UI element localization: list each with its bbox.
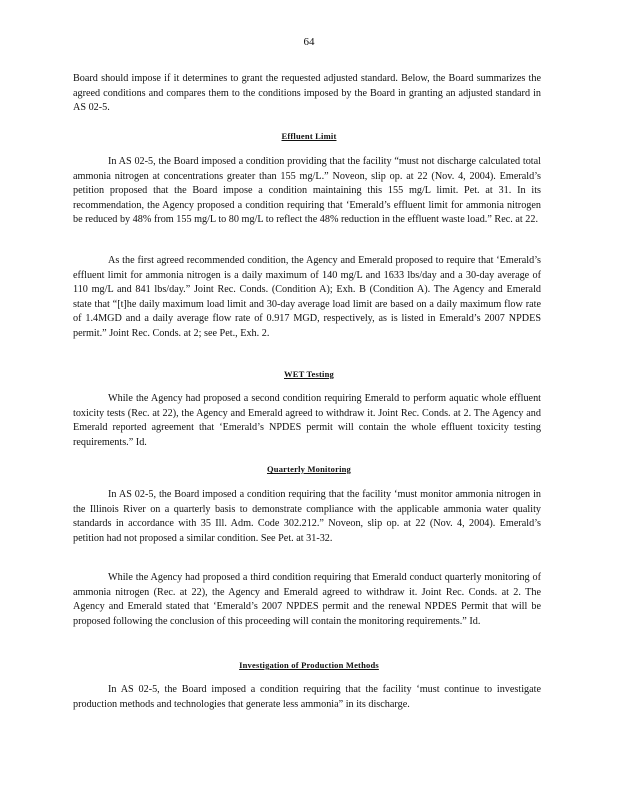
heading-quarterly-monitoring: Quarterly Monitoring <box>266 464 352 474</box>
wet-testing-paragraph: While the Agency had proposed a second condition requiring Emerald to perform aquatic whole effluent toxicity tests (Rec. at 22), the Agency and Emerald agreed to withdraw it. Joint Rec. Conds. at 2. The Agency and Emerald reported agreement that ‘Emerald’s NPDES permit will contain the whole effluent toxicity testing requirements.” Id. <box>73 393 541 448</box>
quarterly-paragraph-2: While the Agency had proposed a third condition requiring that Emerald conduct quarterly monitoring of ammonia nitrogen (Rec. at 22), the Agency and Emerald agreed to withdraw it. Joint Rec. Conds. at 2. The Agency and Emerald stated that ‘Emerald’s 2007 NPDES permit and the renewal NPDES Permit that will be proposed following the conclusion of this proceeding will contain the monitoring requirements.” Id. <box>73 572 541 627</box>
heading-wet-testing: WET Testing <box>284 369 334 379</box>
effluent-paragraph-1: In AS 02-5, the Board imposed a condition providing that the facility “must not discharge calculated total ammonia nitrogen at concentrations greater than 155 mg/L.” Noveon, slip op. at 22 (Nov. 4, 2004). Emerald’s petition proposed that the Board impose a condition maintaining this 155 mg/L limit. Pet. at 31. In its recommendation, the Agency proposed a condition requiring that ‘Emerald’s effluent limit for ammonia nitrogen be reduced by 48% from 155 mg/L to 80 mg/L to reflect the 48% reduction in the effluent waste load.” Rec. at 22. <box>73 156 541 225</box>
page-number: 64 <box>303 36 315 48</box>
effluent-paragraph-2: As the first agreed recommended condition, the Agency and Emerald proposed to require that ‘Emerald’s effluent limit for ammonia nitrogen is a daily maximum of 140 mg/L and 1633 lbs/day and a 30-day average of 110 mg/L and 841 lbs/day.” Joint Rec. Conds. (Condition A); Exh. B (Condition A). The Agency and Emerald state that “[t]he daily maximum load limit and 30-day average load limit are based on a daily maximum flow rate of 1.4MGD and a daily average flow rate of 0.917 MGD, respectively, as is listed in Emerald’s 2007 NPDES permit.” Joint Rec. Conds. at 2; see Pet., Exh. 2. <box>73 255 541 339</box>
intro-paragraph: Board should impose if it determines to grant the requested adjusted standard. Below, the Board summarizes the agreed conditions and compares them to the conditions imposed by the Board in granting an adjusted standard in AS 02-5. <box>73 73 541 113</box>
heading-effluent-limit: Effluent Limit <box>281 131 337 141</box>
investigation-paragraph: In AS 02-5, the Board imposed a condition requiring that the facility ‘must continue to investigate production methods and technologies that generate less ammonia” in its discharge. <box>73 684 541 710</box>
quarterly-paragraph-1: In AS 02-5, the Board imposed a condition requiring that the facility ‘must monitor ammonia nitrogen in the Illinois River on a quarterly basis to demonstrate compliance with the applicable ammonia water quality standards in accordance with 35 Ill. Adm. Code 302.212.” Noveon, slip op. at 22 (Nov. 4, 2004). Emerald’s petition had not proposed a similar condition. See Pet. at 31-32. <box>73 489 541 544</box>
heading-investigation-production-methods: Investigation of Production Methods <box>239 660 379 670</box>
